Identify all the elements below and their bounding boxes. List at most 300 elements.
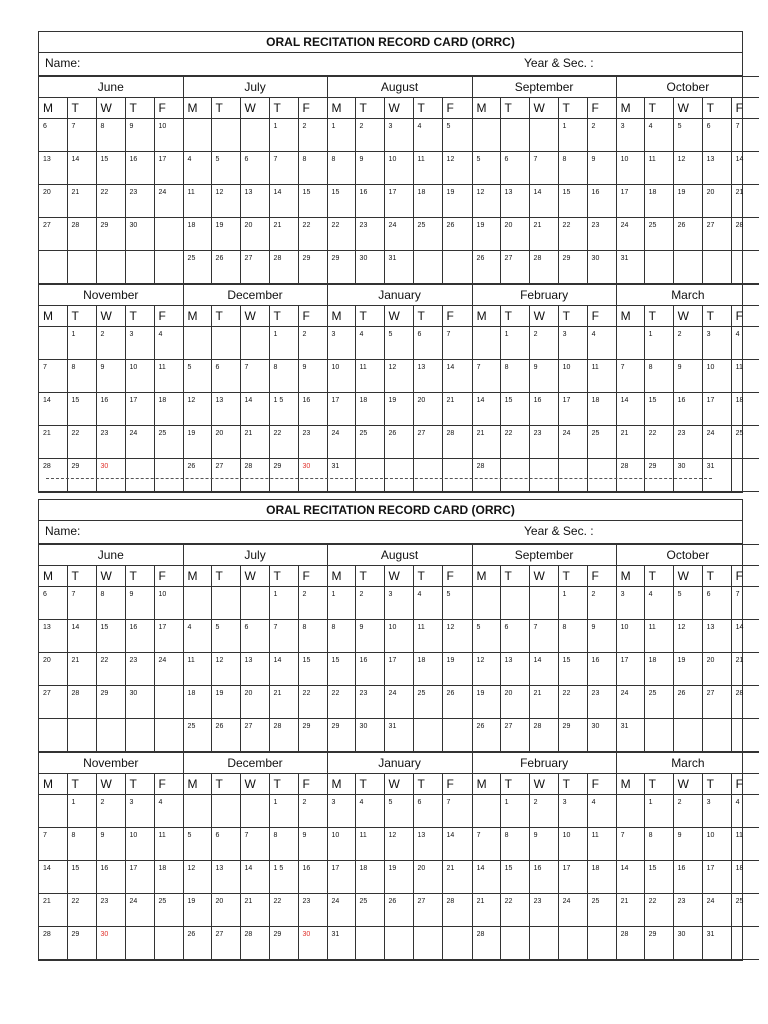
date-cell: 4 xyxy=(413,119,442,152)
date-cell xyxy=(211,587,240,620)
date-cell: 26 xyxy=(673,218,702,251)
date-cell xyxy=(673,251,702,284)
date-cell xyxy=(125,251,154,284)
date-cell: 14 xyxy=(39,393,67,426)
weekday-header: T xyxy=(125,566,154,587)
date-cell: 24 xyxy=(125,894,154,927)
date-cell: 10 xyxy=(154,119,183,152)
date-cell: 4 xyxy=(183,620,211,653)
date-cell: 31 xyxy=(702,459,731,492)
weekday-header: M xyxy=(472,566,500,587)
date-cell: 17 xyxy=(125,393,154,426)
date-cell: 19 xyxy=(442,653,472,686)
date-cell: 10 xyxy=(558,360,587,393)
date-cell: 29 xyxy=(67,459,96,492)
date-cell: 7 xyxy=(731,587,759,620)
month-header: September xyxy=(472,77,616,98)
date-cell: 7 xyxy=(39,828,67,861)
weekday-header: F xyxy=(587,306,616,327)
date-cell: 21 xyxy=(731,653,759,686)
date-cell: 22 xyxy=(67,894,96,927)
month-header: March xyxy=(616,753,759,774)
date-cell: 22 xyxy=(298,686,327,719)
date-cell: 21 xyxy=(39,426,67,459)
date-cell: 11 xyxy=(731,360,759,393)
date-cell: 4 xyxy=(355,327,384,360)
date-cell: 15 xyxy=(298,185,327,218)
date-cell: 7 xyxy=(529,152,558,185)
weekday-header: F xyxy=(154,566,183,587)
weekday-header: W xyxy=(529,774,558,795)
date-cell: 18 xyxy=(413,653,442,686)
date-cell: 17 xyxy=(616,185,644,218)
weekday-header: F xyxy=(154,98,183,119)
date-cell: 10 xyxy=(384,620,413,653)
weekday-header: F xyxy=(587,774,616,795)
date-cell: 28 xyxy=(240,927,269,960)
date-cell: 15 xyxy=(327,653,355,686)
name-row xyxy=(39,521,742,544)
weekday-header: M xyxy=(183,566,211,587)
date-cell: 28 xyxy=(240,459,269,492)
date-cell: 22 xyxy=(644,426,673,459)
weekday-header: T xyxy=(558,566,587,587)
date-cell xyxy=(413,251,442,284)
date-cell: 22 xyxy=(67,426,96,459)
date-cell: 21 xyxy=(240,894,269,927)
date-cell xyxy=(413,927,442,960)
weekday-header: T xyxy=(500,774,529,795)
date-cell: 17 xyxy=(702,393,731,426)
date-cell: 5 xyxy=(384,795,413,828)
date-cell: 10 xyxy=(558,828,587,861)
date-cell: 9 xyxy=(673,828,702,861)
month-header: September xyxy=(472,545,616,566)
weekday-header: F xyxy=(442,306,472,327)
date-cell: 29 xyxy=(298,719,327,752)
weekday-header: T xyxy=(413,306,442,327)
weekday-header: M xyxy=(183,774,211,795)
date-cell: 25 xyxy=(183,719,211,752)
date-cell: 21 xyxy=(240,426,269,459)
date-cell xyxy=(702,251,731,284)
date-cell: 29 xyxy=(644,927,673,960)
date-cell: 16 xyxy=(529,861,558,894)
date-cell: 29 xyxy=(67,927,96,960)
date-cell: 19 xyxy=(673,653,702,686)
date-cell: 20 xyxy=(702,653,731,686)
date-cell: 18 xyxy=(731,861,759,894)
date-cell: 9 xyxy=(125,587,154,620)
date-cell xyxy=(384,459,413,492)
calendar-block-second-term xyxy=(39,752,759,960)
month-header: February xyxy=(472,285,616,306)
date-cell: 11 xyxy=(731,828,759,861)
date-cell: 30 xyxy=(96,459,125,492)
date-cell: 2 xyxy=(96,795,125,828)
date-cell: 23 xyxy=(355,218,384,251)
date-cell: 21 xyxy=(731,185,759,218)
date-cell: 26 xyxy=(442,686,472,719)
weekday-header: W xyxy=(96,566,125,587)
date-cell: 3 xyxy=(558,327,587,360)
date-cell: 12 xyxy=(384,828,413,861)
weekday-header: M xyxy=(183,306,211,327)
date-cell: 1 xyxy=(644,327,673,360)
weekday-header: M xyxy=(472,774,500,795)
date-cell: 9 xyxy=(673,360,702,393)
date-cell: 29 xyxy=(327,719,355,752)
date-cell: 1 5 xyxy=(269,393,298,426)
date-cell xyxy=(442,459,472,492)
date-cell: 28 xyxy=(616,927,644,960)
date-cell: 20 xyxy=(39,185,67,218)
date-cell: 12 xyxy=(673,152,702,185)
date-cell: 17 xyxy=(558,861,587,894)
date-cell: 1 xyxy=(558,119,587,152)
date-cell: 3 xyxy=(327,795,355,828)
date-cell: 5 xyxy=(673,119,702,152)
date-cell xyxy=(442,251,472,284)
date-cell: 7 xyxy=(269,620,298,653)
date-cell: 29 xyxy=(558,719,587,752)
date-cell: 12 xyxy=(472,653,500,686)
date-cell: 18 xyxy=(587,393,616,426)
date-cell: 4 xyxy=(413,587,442,620)
date-cell: 31 xyxy=(702,927,731,960)
date-cell: 18 xyxy=(731,393,759,426)
month-header: October xyxy=(616,545,759,566)
weekday-header: T xyxy=(413,774,442,795)
date-cell: 18 xyxy=(644,653,673,686)
date-cell: 23 xyxy=(355,686,384,719)
weekday-header: W xyxy=(384,306,413,327)
date-cell xyxy=(240,587,269,620)
date-cell: 27 xyxy=(211,927,240,960)
card-title: ORAL RECITATION RECORD CARD (ORRC) xyxy=(39,500,742,521)
date-cell: 7 xyxy=(472,828,500,861)
weekday-header: T xyxy=(269,98,298,119)
date-cell: 20 xyxy=(240,218,269,251)
date-cell: 12 xyxy=(211,185,240,218)
date-cell: 16 xyxy=(125,620,154,653)
date-cell: 13 xyxy=(39,620,67,653)
date-cell: 5 xyxy=(211,620,240,653)
date-cell: 28 xyxy=(67,686,96,719)
weekday-header: M xyxy=(39,98,67,119)
weekday-header: M xyxy=(327,566,355,587)
date-cell: 3 xyxy=(616,119,644,152)
date-cell: 13 xyxy=(702,152,731,185)
date-cell: 10 xyxy=(125,828,154,861)
date-cell: 18 xyxy=(154,861,183,894)
date-cell xyxy=(125,719,154,752)
date-cell: 26 xyxy=(472,251,500,284)
date-cell: 14 xyxy=(731,620,759,653)
weekday-header: T xyxy=(702,306,731,327)
date-cell: 9 xyxy=(298,360,327,393)
date-cell: 20 xyxy=(240,686,269,719)
weekday-header: W xyxy=(673,306,702,327)
card-title: ORAL RECITATION RECORD CARD (ORRC) xyxy=(39,32,742,53)
date-cell: 11 xyxy=(644,620,673,653)
record-card-bottom xyxy=(38,499,743,961)
date-cell: 13 xyxy=(413,360,442,393)
date-cell: 25 xyxy=(154,894,183,927)
date-cell: 28 xyxy=(529,251,558,284)
date-cell: 5 xyxy=(442,587,472,620)
date-cell: 16 xyxy=(298,393,327,426)
date-cell xyxy=(731,251,759,284)
weekday-header: T xyxy=(500,306,529,327)
weekday-header: T xyxy=(500,566,529,587)
date-cell xyxy=(154,459,183,492)
date-cell: 21 xyxy=(67,653,96,686)
date-cell: 21 xyxy=(529,218,558,251)
date-cell: 6 xyxy=(211,360,240,393)
date-cell: 27 xyxy=(211,459,240,492)
weekday-header: W xyxy=(240,306,269,327)
date-cell: 11 xyxy=(413,620,442,653)
weekday-header: T xyxy=(269,774,298,795)
date-cell: 17 xyxy=(327,861,355,894)
month-header: February xyxy=(472,753,616,774)
date-cell: 1 xyxy=(500,327,529,360)
date-cell: 19 xyxy=(183,894,211,927)
date-cell: 14 xyxy=(529,653,558,686)
weekday-header: T xyxy=(702,98,731,119)
date-cell xyxy=(211,327,240,360)
weekday-header: M xyxy=(327,98,355,119)
weekday-header: W xyxy=(673,98,702,119)
date-cell xyxy=(240,795,269,828)
date-cell: 30 xyxy=(673,459,702,492)
date-cell: 12 xyxy=(472,185,500,218)
month-header: October xyxy=(616,77,759,98)
date-cell: 5 xyxy=(472,620,500,653)
date-cell: 1 xyxy=(269,327,298,360)
date-cell: 18 xyxy=(154,393,183,426)
date-cell: 25 xyxy=(644,686,673,719)
date-cell xyxy=(442,719,472,752)
weekday-header: W xyxy=(384,566,413,587)
date-cell xyxy=(472,795,500,828)
date-cell: 19 xyxy=(384,393,413,426)
date-cell: 3 xyxy=(384,587,413,620)
date-cell: 21 xyxy=(269,218,298,251)
date-cell: 23 xyxy=(125,185,154,218)
date-cell: 15 xyxy=(327,185,355,218)
date-cell: 30 xyxy=(125,218,154,251)
date-cell: 25 xyxy=(413,686,442,719)
weekday-header: T xyxy=(558,774,587,795)
date-cell: 15 xyxy=(96,620,125,653)
date-cell: 16 xyxy=(96,393,125,426)
date-cell: 23 xyxy=(673,426,702,459)
date-cell: 13 xyxy=(500,185,529,218)
date-cell: 22 xyxy=(96,653,125,686)
date-cell: 23 xyxy=(298,894,327,927)
date-cell xyxy=(702,719,731,752)
weekday-header: W xyxy=(673,774,702,795)
date-cell: 19 xyxy=(472,218,500,251)
date-cell xyxy=(500,587,529,620)
name-row xyxy=(39,53,742,76)
date-cell: 19 xyxy=(472,686,500,719)
date-cell: 29 xyxy=(269,927,298,960)
date-cell xyxy=(240,327,269,360)
date-cell: 3 xyxy=(558,795,587,828)
date-cell: 28 xyxy=(529,719,558,752)
date-cell: 21 xyxy=(269,686,298,719)
date-cell: 30 xyxy=(125,686,154,719)
date-cell: 20 xyxy=(39,653,67,686)
date-cell: 2 xyxy=(298,795,327,828)
weekday-header: M xyxy=(472,306,500,327)
date-cell: 30 xyxy=(298,927,327,960)
date-cell xyxy=(587,927,616,960)
date-cell: 10 xyxy=(327,360,355,393)
date-cell: 22 xyxy=(500,894,529,927)
date-cell: 12 xyxy=(384,360,413,393)
date-cell xyxy=(67,719,96,752)
date-cell xyxy=(500,927,529,960)
date-cell: 2 xyxy=(587,119,616,152)
date-cell: 22 xyxy=(558,686,587,719)
date-cell: 27 xyxy=(39,686,67,719)
date-cell xyxy=(211,795,240,828)
month-header: June xyxy=(39,545,183,566)
date-cell: 16 xyxy=(96,861,125,894)
date-cell: 1 xyxy=(558,587,587,620)
date-cell: 19 xyxy=(211,218,240,251)
date-cell: 7 xyxy=(269,152,298,185)
date-cell: 21 xyxy=(442,393,472,426)
date-cell: 20 xyxy=(500,686,529,719)
date-cell: 9 xyxy=(587,620,616,653)
date-cell xyxy=(183,327,211,360)
calendar-block-first-term xyxy=(39,544,759,752)
weekday-header: F xyxy=(587,566,616,587)
date-cell: 10 xyxy=(384,152,413,185)
date-cell xyxy=(384,927,413,960)
date-cell: 14 xyxy=(731,152,759,185)
date-cell: 7 xyxy=(731,119,759,152)
date-cell: 16 xyxy=(125,152,154,185)
date-cell: 17 xyxy=(154,152,183,185)
date-cell: 7 xyxy=(67,119,96,152)
date-cell: 8 xyxy=(269,828,298,861)
name-label: Name: xyxy=(45,524,81,538)
date-cell: 24 xyxy=(616,218,644,251)
date-cell: 2 xyxy=(355,587,384,620)
month-header: January xyxy=(327,285,472,306)
date-cell: 8 xyxy=(96,587,125,620)
date-cell: 21 xyxy=(529,686,558,719)
date-cell: 7 xyxy=(529,620,558,653)
date-cell: 8 xyxy=(644,828,673,861)
date-cell xyxy=(673,719,702,752)
weekday-header: T xyxy=(644,774,673,795)
date-cell: 4 xyxy=(731,795,759,828)
date-cell: 4 xyxy=(355,795,384,828)
date-cell: 29 xyxy=(558,251,587,284)
date-cell: 8 xyxy=(500,360,529,393)
date-cell xyxy=(211,119,240,152)
date-cell: 9 xyxy=(529,360,558,393)
date-cell: 5 xyxy=(183,828,211,861)
date-cell: 12 xyxy=(442,152,472,185)
date-cell: 28 xyxy=(731,218,759,251)
date-cell xyxy=(472,119,500,152)
date-cell: 8 xyxy=(298,152,327,185)
date-cell: 21 xyxy=(442,861,472,894)
date-cell: 11 xyxy=(355,360,384,393)
date-cell: 13 xyxy=(240,653,269,686)
date-cell: 11 xyxy=(355,828,384,861)
date-cell: 28 xyxy=(269,719,298,752)
weekday-header: T xyxy=(413,98,442,119)
date-cell: 4 xyxy=(587,795,616,828)
name-label: Name: xyxy=(45,56,81,70)
weekday-header: T xyxy=(67,566,96,587)
date-cell: 28 xyxy=(269,251,298,284)
weekday-header: F xyxy=(154,774,183,795)
weekday-header: W xyxy=(529,566,558,587)
month-header: August xyxy=(327,545,472,566)
date-cell: 4 xyxy=(644,119,673,152)
date-cell: 27 xyxy=(413,894,442,927)
date-cell: 11 xyxy=(587,360,616,393)
date-cell: 17 xyxy=(327,393,355,426)
date-cell: 1 xyxy=(644,795,673,828)
weekday-header: W xyxy=(96,774,125,795)
date-cell: 3 xyxy=(702,327,731,360)
date-cell: 8 xyxy=(558,152,587,185)
weekday-header: W xyxy=(673,566,702,587)
date-cell: 1 xyxy=(327,587,355,620)
date-cell xyxy=(500,119,529,152)
month-header: November xyxy=(39,285,183,306)
date-cell: 13 xyxy=(702,620,731,653)
date-cell: 3 xyxy=(616,587,644,620)
date-cell: 3 xyxy=(384,119,413,152)
weekday-header: W xyxy=(384,774,413,795)
date-cell: 7 xyxy=(442,327,472,360)
date-cell: 24 xyxy=(125,426,154,459)
date-cell xyxy=(616,795,644,828)
date-cell: 6 xyxy=(39,119,67,152)
date-cell: 14 xyxy=(616,861,644,894)
date-cell: 15 xyxy=(67,393,96,426)
month-header: July xyxy=(183,77,327,98)
weekday-header: F xyxy=(298,98,327,119)
weekday-header: T xyxy=(355,98,384,119)
weekday-header: T xyxy=(702,566,731,587)
date-cell: 2 xyxy=(298,327,327,360)
date-cell: 30 xyxy=(587,719,616,752)
date-cell: 31 xyxy=(327,927,355,960)
weekday-header: F xyxy=(298,774,327,795)
date-cell: 14 xyxy=(67,152,96,185)
date-cell: 15 xyxy=(558,653,587,686)
date-cell xyxy=(731,927,759,960)
date-cell: 20 xyxy=(500,218,529,251)
date-cell: 19 xyxy=(673,185,702,218)
date-cell: 20 xyxy=(413,393,442,426)
date-cell: 2 xyxy=(587,587,616,620)
date-cell: 24 xyxy=(384,686,413,719)
